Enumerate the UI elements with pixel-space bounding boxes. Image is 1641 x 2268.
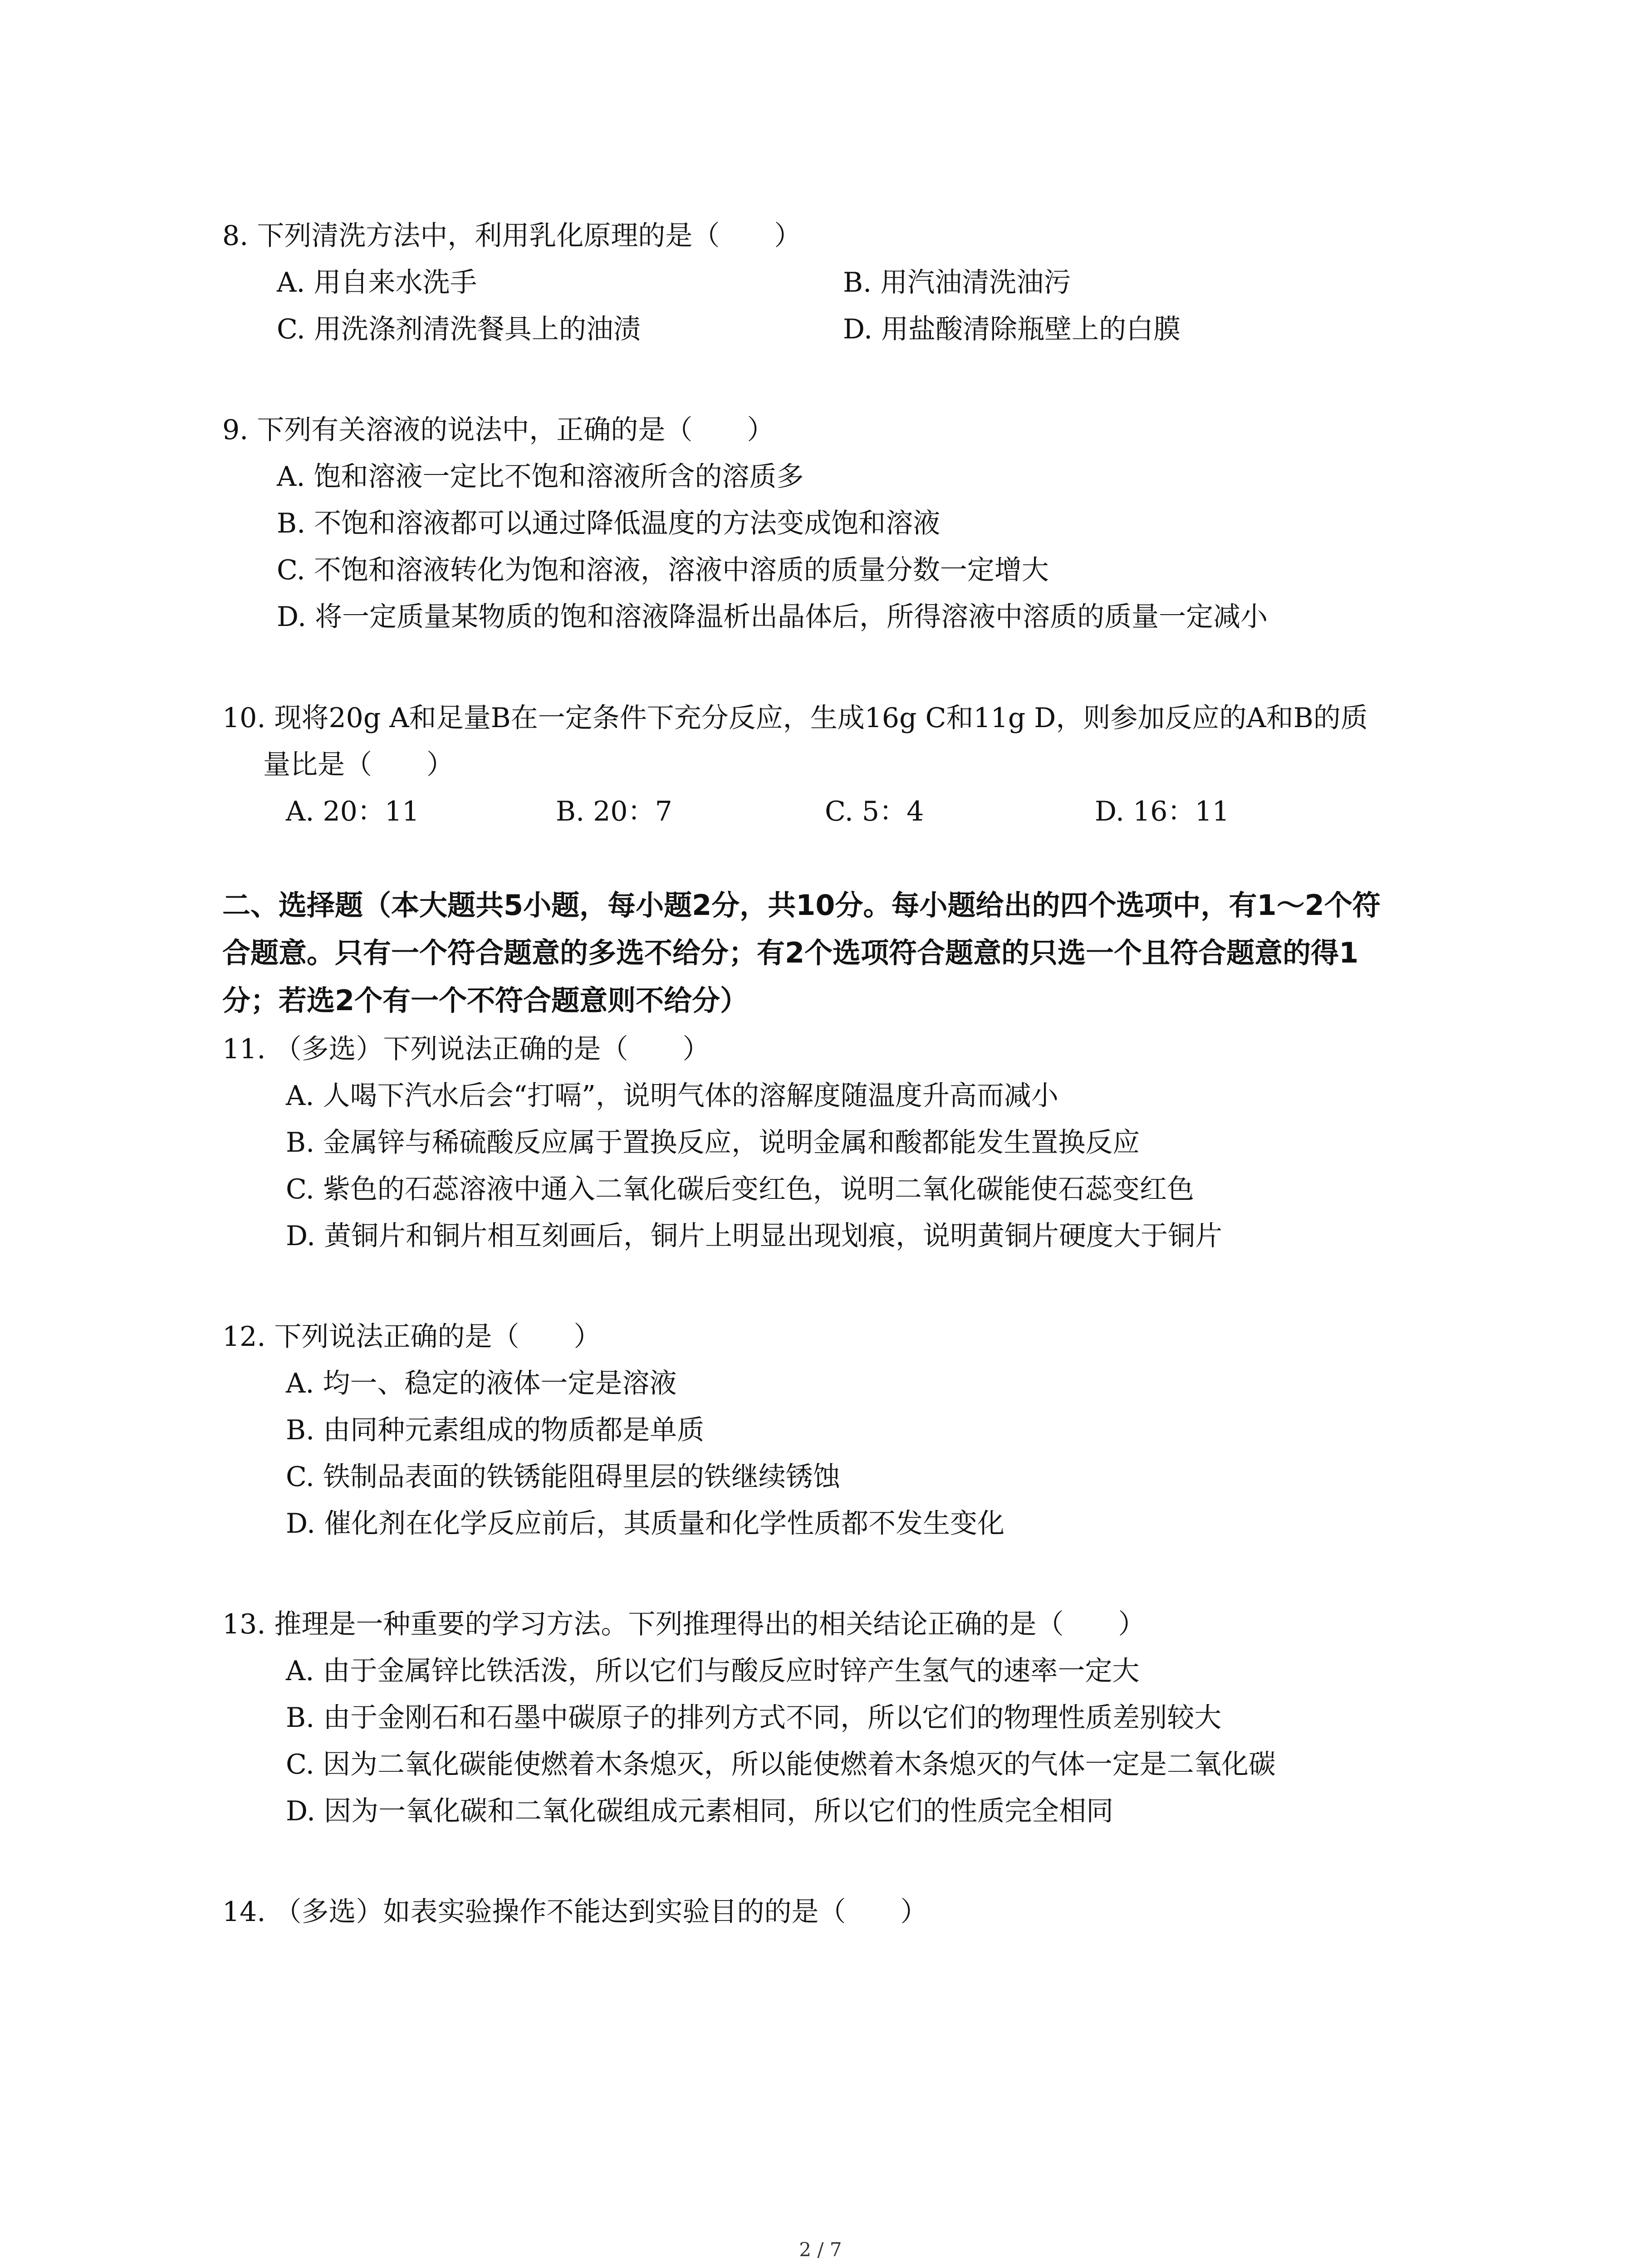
q13-stem: 13. 推理是一种重要的学习方法。下列推理得出的相关结论正确的是（ ） [222, 1608, 1146, 1640]
q10-option-a: A. 20：11 [286, 796, 420, 827]
q13-option-b: B. 由于金刚石和石墨中碳原子的排列方式不同，所以它们的物理性质差别较大 [286, 1702, 1222, 1734]
q11-stem: 11. （多选）下列说法正确的是（ ） [222, 1033, 710, 1065]
q12-option-d: D. 催化剂在化学反应前后，其质量和化学性质都不发生变化 [286, 1508, 1005, 1540]
q9-option-b: B. 不饱和溶液都可以通过降低温度的方法变成饱和溶液 [277, 508, 941, 539]
q11-option-b: B. 金属锌与稀硫酸反应属于置换反应，说明金属和酸都能发生置换反应 [286, 1127, 1140, 1158]
q9-stem: 9. 下列有关溶液的说法中，正确的是（ ） [222, 414, 774, 446]
q12-stem: 12. 下列说法正确的是（ ） [222, 1321, 601, 1353]
q13-option-c: C. 因为二氧化碳能使燃着木条熄灭，所以能使燃着木条熄灭的气体一定是二氧化碳 [286, 1749, 1276, 1780]
q10-stem-line2: 量比是（ ） [263, 749, 454, 781]
q11-option-c: C. 紫色的石蕊溶液中通入二氧化碳后变红色，说明二氧化碳能使石蕊变红色 [286, 1173, 1194, 1205]
q10-option-d: D. 16：11 [1095, 796, 1230, 827]
q8-option-c: C. 用洗涤剂清洗餐具上的油渍 [277, 313, 641, 345]
q8-option-b: B. 用汽油清洗油污 [843, 267, 1071, 298]
q8-option-a: A. 用自来水洗手 [277, 267, 477, 298]
q13-option-a: A. 由于金属锌比铁活泼，所以它们与酸反应时锌产生氢气的速率一定大 [286, 1655, 1140, 1687]
section2-heading-line2: 合题意。只有一个符合题意的多选不给分；有2个选项符合题意的只选一个且符合题意的得1 [222, 936, 1359, 969]
q9-option-d: D. 将一定质量某物质的饱和溶液降温析出晶体后，所得溶液中溶质的质量一定减小 [277, 601, 1268, 633]
q12-option-c: C. 铁制品表面的铁锈能阻碍里层的铁继续锈蚀 [286, 1461, 840, 1493]
q14-stem: 14. （多选）如表实验操作不能达到实验目的的是（ ） [222, 1896, 928, 1928]
q11-option-d: D. 黄铜片和铜片相互刻画后，铜片上明显出现划痕，说明黄铜片硬度大于铜片 [286, 1220, 1223, 1252]
q10-option-c: C. 5：4 [825, 796, 924, 827]
q10-stem-line1: 10. 现将20g A和足量B在一定条件下充分反应，生成16g C和11g D，则参加反应的A和B的质 [222, 702, 1368, 734]
q12-option-a: A. 均一、稳定的液体一定是溶液 [286, 1368, 677, 1399]
q8-stem: 8. 下列清洗方法中，利用乳化原理的是（ ） [222, 220, 802, 252]
q9-option-c: C. 不饱和溶液转化为饱和溶液，溶液中溶质的质量分数一定增大 [277, 554, 1049, 586]
q11-option-a: A. 人喝下汽水后会“打嗝”，说明气体的溶解度随温度升高而减小 [286, 1080, 1058, 1112]
q9-option-a: A. 饱和溶液一定比不饱和溶液所含的溶质多 [277, 461, 804, 493]
section2-heading-line3: 分；若选2个有一个不符合题意则不给分） [222, 984, 749, 1017]
q10-option-b: B. 20：7 [556, 796, 672, 827]
page-number: 2 / 7 [799, 2239, 842, 2261]
q13-option-d: D. 因为一氧化碳和二氧化碳组成元素相同，所以它们的性质完全相同 [286, 1795, 1114, 1827]
section2-heading-line1: 二、选择题（本大题共5小题，每小题2分，共10分。每小题给出的四个选项中，有1～2个符 [222, 889, 1381, 922]
q8-option-d: D. 用盐酸清除瓶壁上的白膜 [843, 313, 1181, 345]
q12-option-b: B. 由同种元素组成的物质都是单质 [286, 1414, 705, 1446]
